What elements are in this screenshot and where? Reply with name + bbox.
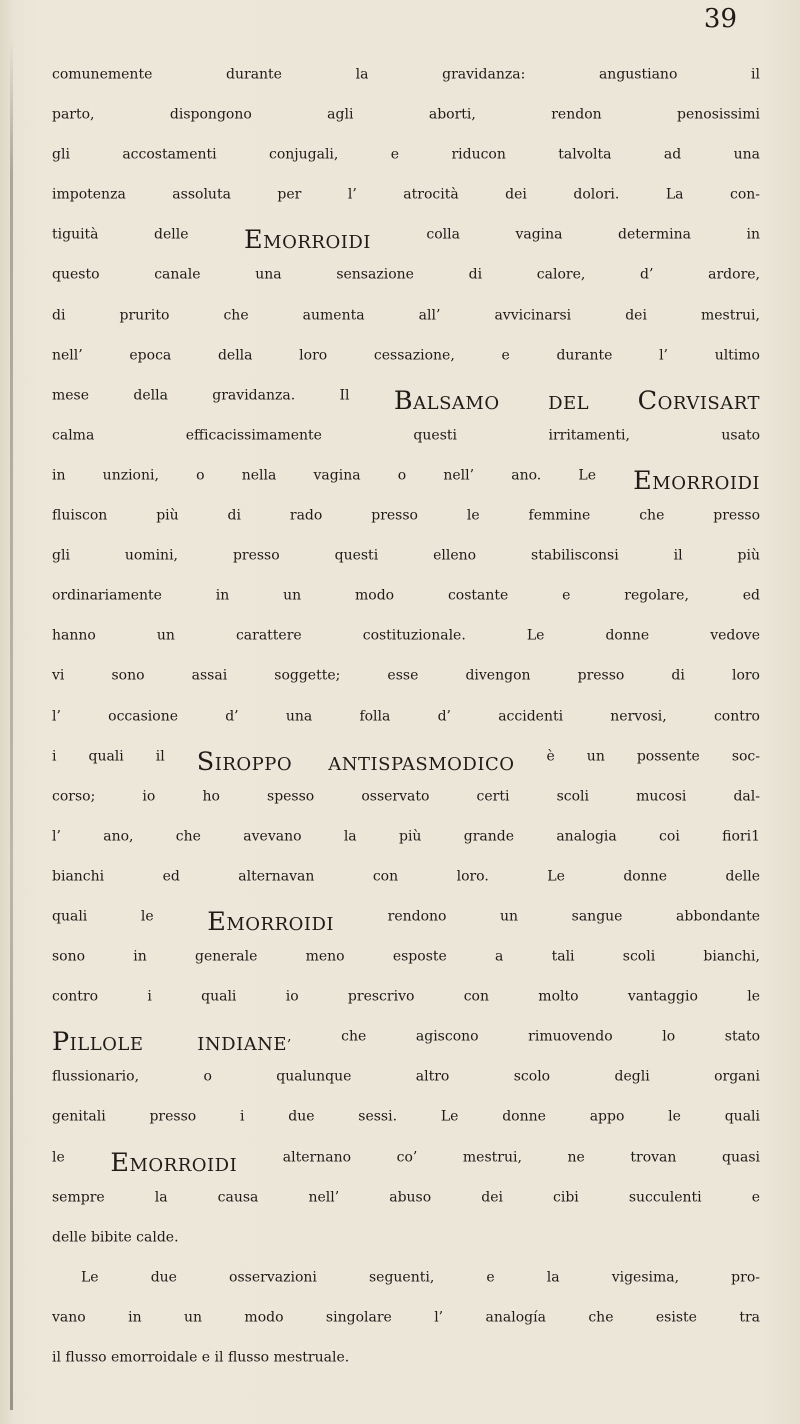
text-run: flussionario, o qualunque altro scolo degli organi xyxy=(52,1068,760,1085)
small-caps-term: Siroppo antispasmodico xyxy=(196,746,515,777)
text-line xyxy=(52,1343,760,1383)
text-line xyxy=(52,1303,760,1343)
text-run: parto, dispongono agli aborti, rendon penosissimi xyxy=(52,106,760,123)
small-caps-term: Emorroidi xyxy=(110,1147,238,1178)
text-line xyxy=(52,501,760,541)
text-line xyxy=(52,621,760,661)
text-line xyxy=(52,461,760,501)
text-line xyxy=(52,381,760,421)
text-run: ordinariamente in un modo costante e regolare, ed xyxy=(52,587,760,604)
page-number: 39 xyxy=(703,4,737,34)
text-run: i quali il xyxy=(52,748,197,765)
text-run: sempre la causa nell’ abuso dei cibi succulenti e xyxy=(52,1189,760,1206)
text-line xyxy=(52,100,760,140)
text-line xyxy=(52,260,760,300)
text-run: Le due osservazioni seguenti, e la vigesima, pro- xyxy=(81,1269,760,1286)
text-run: gli accostamenti conjugali, e riducon talvolta ad una xyxy=(52,146,760,163)
text-run: vano in un modo singolare l’ analogía che esiste tra xyxy=(52,1309,760,1326)
text-run: sono in generale meno esposte a tali scoli bianchi, xyxy=(52,948,760,965)
text-line xyxy=(52,341,760,381)
text-run: nell’ epoca della loro cessazione, e durante l’ ultimo xyxy=(52,347,760,364)
text-run: calma efficacissimamente questi irritamenti, usato xyxy=(52,427,760,444)
text-run: è un possente soc- xyxy=(514,748,761,765)
text-run: l’ occasione d’ una folla d’ accidenti nervosi, contro xyxy=(52,708,760,724)
text-run: il flusso emorroidale e il flusso mestruale. xyxy=(52,1349,350,1366)
text-line xyxy=(52,782,760,822)
text-line xyxy=(52,742,760,782)
text-run: quali le xyxy=(52,908,208,925)
text-run: gli uomini, presso questi elleno stabilisconsi il più xyxy=(52,547,760,564)
text-run: mese della gravidanza. Il xyxy=(52,387,394,404)
text-line xyxy=(52,421,760,461)
text-line xyxy=(52,1062,760,1102)
text-line xyxy=(52,942,760,982)
text-run: delle bibite calde. xyxy=(52,1229,179,1246)
text-line xyxy=(52,301,760,341)
text-run: in unzioni, o nella vagina o nell’ ano. Le xyxy=(52,467,634,484)
text-line xyxy=(52,581,760,621)
text-line xyxy=(52,1022,760,1062)
text-run: l’ ano, che avevano la più grande analogia coi fiori xyxy=(52,828,752,845)
text-line xyxy=(52,1102,760,1142)
text-run: , che agiscono rimuovendo lo stato xyxy=(287,1028,760,1045)
text-run: di prurito che aumenta all’ avvicinarsi dei mestrui, xyxy=(52,307,760,324)
text-line xyxy=(52,60,760,100)
text-line xyxy=(52,1223,760,1263)
text-line xyxy=(52,822,760,862)
text-line xyxy=(52,702,760,742)
text-line xyxy=(52,1143,760,1183)
small-caps-term: Emorroidi xyxy=(633,465,760,496)
text-run: rendono un sangue abbondante xyxy=(334,908,760,925)
text-line xyxy=(52,541,760,581)
text-run: le xyxy=(52,1149,111,1166)
text-run: hanno un carattere costituzionale. Le donne vedove xyxy=(52,627,760,644)
text-line xyxy=(52,220,760,260)
small-caps-term: Balsamo del Corvisart xyxy=(393,385,760,416)
text-line xyxy=(52,862,760,902)
text-run: bianchi ed alternavan con loro. Le donne delle xyxy=(52,868,760,885)
text-run: corso; io ho spesso osservato certi scoli mucosi dal- xyxy=(52,788,760,805)
text-line xyxy=(52,661,760,701)
text-run: comunemente durante la gravidanza: angustiano il xyxy=(52,66,760,83)
footnote-mark: 1 xyxy=(751,828,760,845)
small-caps-term: Emorroidi xyxy=(244,225,371,256)
text-line xyxy=(52,902,760,942)
body-text xyxy=(52,60,760,1383)
text-run: contro i quali io prescrivo con molto vantaggio le xyxy=(52,988,760,1005)
text-line xyxy=(52,1263,760,1303)
small-caps-term: Pillole indiane xyxy=(52,1027,288,1058)
text-run: fluiscon più di rado presso le femmine che presso xyxy=(52,507,760,524)
text-run: colla vagina determina in xyxy=(370,226,760,243)
text-run: alternano co’ mestrui, ne trovan quasi xyxy=(237,1149,760,1166)
text-line xyxy=(52,180,760,220)
text-line xyxy=(52,982,760,1022)
small-caps-term: Emorroidi xyxy=(207,906,335,937)
text-run: impotenza assoluta per l’ atrocità dei dolori. La con- xyxy=(52,186,760,203)
text-run: tiguità delle xyxy=(52,226,245,243)
text-line xyxy=(52,1183,760,1223)
text-run: vi sono assai soggette; esse divengon presso di loro xyxy=(52,667,760,684)
text-line xyxy=(52,140,760,180)
binding-shadow xyxy=(10,40,13,1410)
text-run: questo canale una sensazione di calore, d’ ardore, xyxy=(52,266,760,283)
text-run: genitali presso i due sessi. Le donne appo le quali xyxy=(52,1108,760,1125)
